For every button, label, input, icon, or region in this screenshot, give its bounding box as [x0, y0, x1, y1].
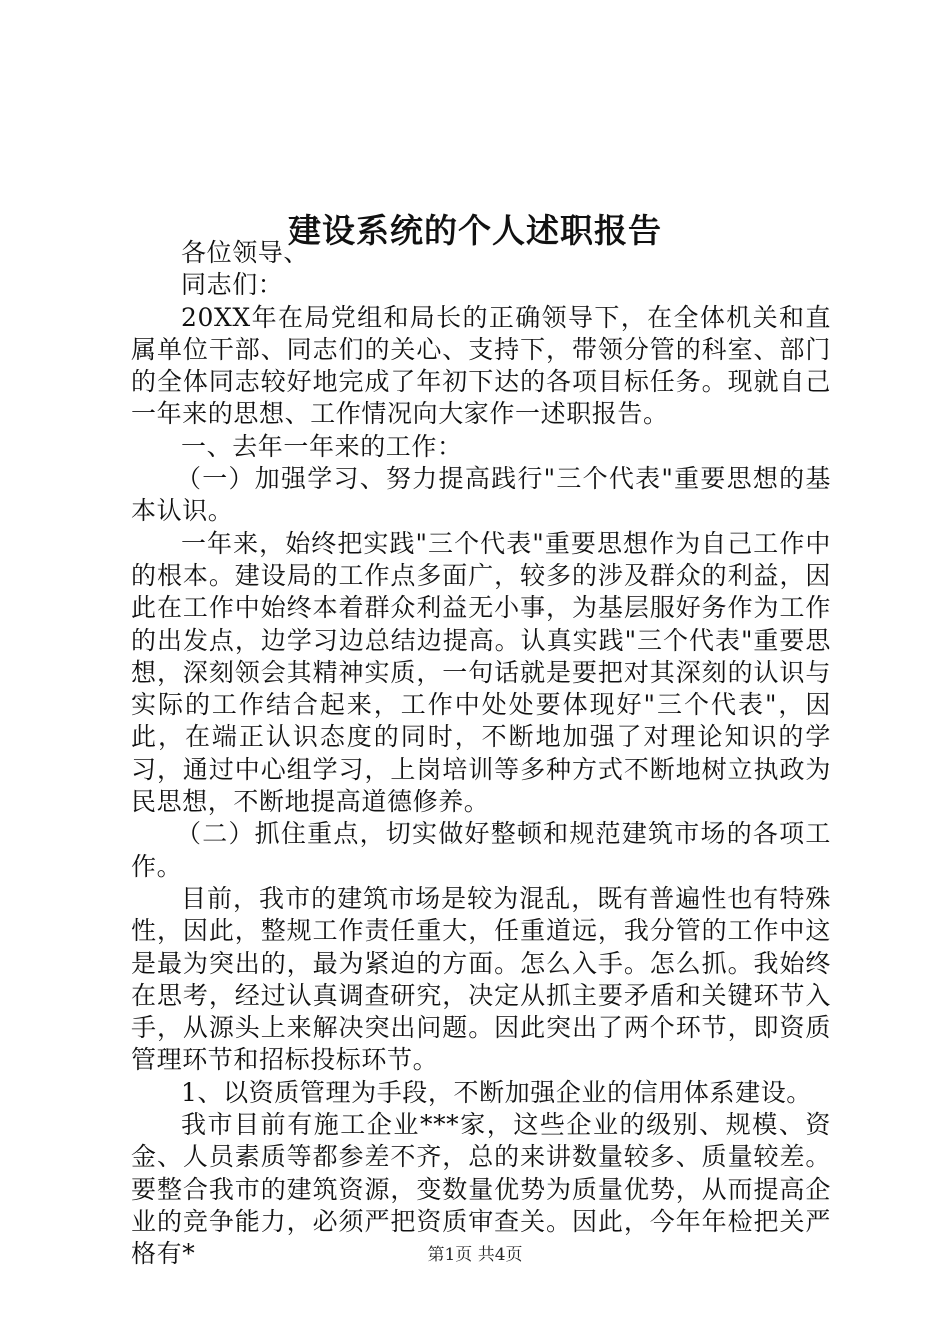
item-heading-1: 1、以资质管理为手段，不断加强企业的信用体系建设。 [181, 1077, 812, 1107]
intro-paragraph: 20XX年在局党组和局长的正确领导下，在全体机关和直属单位干部、同志们的关心、支持下，带领分管的科室、部门的全体同志较好地完成了年初下达的各项目标任务。现就自己一年来的思想、工作情况向大家作一述职报告。 [131, 302, 831, 429]
document-title: 建设系统的个人述职报告 [288, 211, 662, 251]
paragraph-market: 目前，我市的建筑市场是较为混乱，既有普遍性也有特殊性，因此，整规工作责任重大，任重道远，我分管的工作中这是最为突出的，最为紧迫的方面。怎么入手。怎么抓。我始终在思考，经过认真调查研究，决定从抓主要矛盾和关键环节入手，从源头上来解决突出问题。因此突出了两个环节，即资质管理环节和招标投标环节。 [131, 883, 831, 1075]
salutation-leaders: 各位领导、 [181, 238, 310, 267]
subsection-heading-1: （一）加强学习、努力提高践行"三个代表"重要思想的基本认识。 [131, 464, 831, 526]
document-body [131, 237, 831, 1271]
paragraph-enterprises: 我市目前有施工企业***家，这些企业的级别、规模、资金、人员素质等都参差不齐，总的来讲数量较多、质量较差。要整合我市的建筑资源，变数量优势为质量优势，从而提高企业的竞争能力，必须严把资质审查关。因此，今年年检把关严格有* [131, 1110, 831, 1269]
paragraph-study: 一年来，始终把实践"三个代表"重要思想作为自己工作中的根本。建设局的工作点多面广，较多的涉及群众的利益，因此在工作中始终本着群众利益无小事，为基层服好务作为工作的出发点，边学习边总结边提高。认真实践"三个代表"重要思想，深刻领会其精神实质，一句话就是要把对其深刻的认识与实际的工作结合起来，工作中处处要体现好"三个代表"，因此，在端正认识态度的同时，不断地加强了对理论知识的学习，通过中心组学习，上岗培训等多种方式不断地树立执政为民思想，不断地提高道德修养。 [131, 528, 831, 817]
page-number-footer: 第1页 共4页 [427, 1245, 523, 1265]
section-heading-1: 一、去年一年来的工作： [181, 431, 463, 461]
salutation-comrades: 同志们： [181, 270, 284, 300]
subsection-heading-2: （二）抓住重点，切实做好整顿和规范建筑市场的各项工作。 [131, 819, 831, 881]
